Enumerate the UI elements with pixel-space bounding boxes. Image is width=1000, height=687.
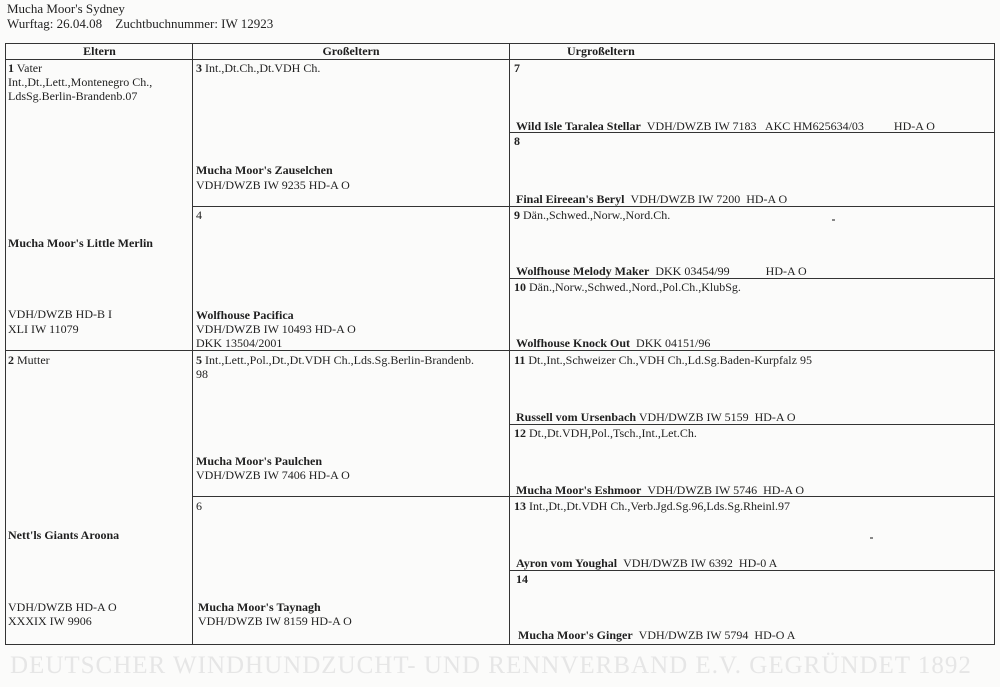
- document-title: Mucha Moor's Sydney: [7, 1, 125, 16]
- row-divider: [509, 424, 994, 425]
- great-grandparent-9-entry: Wolfhouse Melody Maker DKK 03454/99 HD-A O: [516, 264, 807, 278]
- grandparent-3-header: 3 Int.,Dt.Ch.,Dt.VDH Ch.: [196, 61, 321, 75]
- great-grandparent-14-entry: Mucha Moor's Ginger VDH/DWZB IW 5794 HD-O A: [518, 628, 796, 642]
- column-divider: [509, 44, 510, 644]
- grandparent-4-dkk: DKK 13504/2001: [196, 336, 283, 350]
- grandparent-4-name: Wolfhouse Pacifica: [196, 308, 294, 322]
- great-grandparent-14-header: 14: [516, 572, 528, 586]
- litter-info: [7, 16, 283, 32]
- great-grandparent-10-header: 10 Dän.,Norw.,Schwed.,Nord.,Pol.Ch.,KlubSg.: [514, 280, 741, 294]
- grandparent-4-registration: VDH/DWZB IW 10493 HD-A O: [196, 322, 356, 336]
- grandparent-5-header: 5 Int.,Lett.,Pol.,Dt.,Dt.VDH Ch.,Lds.Sg.Berlin-Brandenb.: [196, 353, 474, 367]
- row-divider: [192, 206, 994, 207]
- grandparent-5-name: Mucha Moor's Paulchen: [196, 454, 322, 468]
- great-grandparent-12-header: 12 Dt.,Dt.VDH,Pol.,Tsch.,Int.,Let.Ch.: [514, 426, 697, 440]
- row-divider: [509, 570, 994, 571]
- column-header-eltern: Eltern: [6, 44, 193, 60]
- father-header: 1 Vater: [8, 61, 43, 75]
- grandparent-3-registration: VDH/DWZB IW 9235 HD-A O: [196, 178, 350, 192]
- great-grandparent-10-entry: Wolfhouse Knock Out DKK 04151/96: [516, 336, 711, 350]
- mother-header: 2 Mutter: [8, 353, 50, 367]
- column-header-grosseltern: Großeltern: [193, 44, 509, 60]
- great-grandparent-8-entry: Final Eireean's Beryl VDH/DWZB IW 7200 HD-A O: [516, 192, 788, 206]
- great-grandparent-11-entry: Russell vom Ursenbach VDH/DWZB IW 5159 HD-A O: [516, 410, 796, 424]
- mother-registration: VDH/DWZB HD-A O: [8, 600, 117, 614]
- grandparent-5-registration: VDH/DWZB IW 7406 HD-A O: [196, 468, 350, 482]
- father-studbook: XLI IW 11079: [8, 322, 79, 336]
- studbook-number: Zuchtbuchnummer: IW 12923: [115, 16, 274, 31]
- grandparent-5-titles-line2: 98: [196, 367, 208, 381]
- row-divider: [509, 278, 994, 279]
- great-grandparent-11-header: 11 Dt.,Int.,Schweizer Ch.,VDH Ch.,Ld.Sg.Baden-Kurpfalz 95: [514, 353, 812, 367]
- pedigree-table: [5, 43, 995, 645]
- father-registration: VDH/DWZB HD-B I: [8, 307, 112, 321]
- scan-speck: [870, 537, 873, 539]
- mother-studbook: XXXIX IW 9906: [8, 614, 92, 628]
- row-divider: [6, 350, 994, 351]
- great-grandparent-13-header: 13 Int.,Dt.,Dt.VDH Ch.,Verb.Jgd.Sg.96,Lds.Sg.Rheinl.97: [514, 499, 791, 513]
- litter-date: Wurftag: 26.04.08: [7, 16, 103, 31]
- association-watermark: DEUTSCHER WINDHUNDZUCHT- UND RENNVERBAND E.V. GEGRÜNDET 1892: [10, 652, 972, 679]
- great-grandparent-7-header: 7: [514, 61, 520, 75]
- father-name: Mucha Moor's Little Merlin: [8, 236, 153, 250]
- father-titles-line2: LdsSg.Berlin-Brandenb.07: [8, 89, 138, 103]
- father-titles-line1: Int.,Dt.,Lett.,Montenegro Ch.,: [8, 75, 153, 89]
- great-grandparent-13-entry: Ayron vom Youghal VDH/DWZB IW 6392 HD-0 A: [516, 556, 778, 570]
- grandparent-6-registration: VDH/DWZB IW 8159 HD-A O: [198, 614, 352, 628]
- grandparent-4-number: 4: [196, 208, 202, 222]
- scan-speck: [832, 219, 835, 221]
- column-divider: [192, 44, 193, 644]
- great-grandparent-12-entry: Mucha Moor's Eshmoor VDH/DWZB IW 5746 HD-A O: [516, 483, 805, 497]
- grandparent-6-number: 6: [196, 499, 202, 513]
- mother-name: Nett'ls Giants Aroona: [8, 528, 120, 542]
- great-grandparent-7-entry: Wild Isle Taralea Stellar VDH/DWZB IW 7183 AKC HM625634/03 HD-A O: [516, 119, 935, 133]
- great-grandparent-9-header: 9 Dän.,Schwed.,Norw.,Nord.Ch.: [514, 208, 671, 222]
- great-grandparent-8-header: 8: [514, 134, 520, 148]
- grandparent-3-name: Mucha Moor's Zauselchen: [196, 163, 333, 177]
- grandparent-6-name: Mucha Moor's Taynagh: [198, 600, 321, 614]
- column-header-urgrosseltern: Urgroßeltern: [509, 44, 994, 60]
